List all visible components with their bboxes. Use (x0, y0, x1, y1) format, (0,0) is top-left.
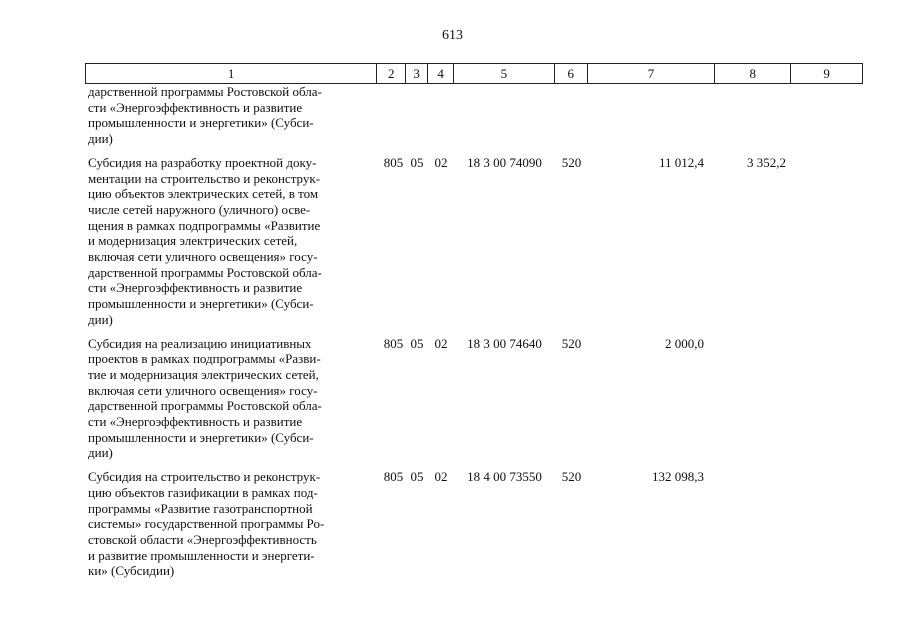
header-cell-1: 1 (86, 64, 377, 83)
row-amount-7 (588, 84, 716, 147)
row-expense-type: 520 (561, 335, 582, 351)
table-row (85, 336, 863, 462)
row-section: 05 (410, 469, 424, 485)
header-cell-2: 2 (377, 64, 406, 83)
table-row (85, 469, 863, 579)
table-row (85, 84, 863, 147)
row-admin-code: 805 (383, 469, 404, 485)
row-subsection: 02 (434, 335, 448, 351)
row-target-article: 18 4 00 73550 (467, 469, 542, 485)
row-admin-code (377, 84, 406, 147)
row-amount-9 (792, 336, 863, 462)
row-admin-code: 805 (383, 154, 404, 170)
row-description: Субсидия на реализацию инициативных проектов в рамках подпрограммы «Разви- тие и модернизация электрических сетей, включая сети уличного освещения» госу- дарственной программы Ростовской обла- сти «Энергоэффективность и развитие промышленности и энергетики» (Субси- дии) (88, 335, 322, 461)
row-amount-8 (716, 84, 792, 147)
header-cell-9: 9 (823, 65, 830, 81)
row-amount-9 (792, 155, 863, 328)
row-amount-8 (716, 469, 792, 579)
row-section: 05 (410, 154, 424, 170)
row-description: Субсидия на строительство и реконструк- цию объектов газификации в рамках под- программы «Развитие газотранспортной системы» государственной программы Ро- стовской области «Энергоэффективность и развитие промышленности и энергети- ки» (Субсидии) (88, 469, 325, 579)
row-subsection (428, 84, 454, 147)
row-subsection: 02 (434, 469, 448, 485)
row-amount-9 (792, 84, 863, 147)
row-target-article: 18 3 00 74090 (467, 154, 542, 170)
row-description: дарственной программы Ростовской обла- сти «Энергоэффективность и развитие промышленности и энергетики» (Субси- дии) (88, 84, 322, 147)
table-header (85, 63, 863, 84)
row-target-article: 18 3 00 74640 (467, 335, 542, 351)
row-amount-7: 2 000,0 (665, 335, 704, 351)
row-expense-type: 520 (561, 154, 582, 170)
header-cell-6: 6 (555, 64, 588, 83)
table-row (85, 155, 863, 328)
row-section (406, 84, 428, 147)
row-amount-8 (716, 336, 792, 462)
header-cell-8: 8 (715, 64, 791, 83)
header-cell-5: 5 (454, 64, 555, 83)
row-target-article (454, 84, 555, 147)
table-body (85, 84, 863, 579)
row-amount-8: 3 352,2 (747, 154, 786, 170)
row-description: Субсидия на разработку проектной доку- ментации на строительство и реконструк- цию объектов электрических сетей, в том числе сетей наружного (уличного) осве- щения в рамках подпрограммы «Развитие и модернизация электрических сетей, включая сети уличного освещения» госу- дарственной программы Ростовской обла- сти «Энергоэффективность и развитие промышленности и энергетики» (Субси- дии) (88, 154, 322, 327)
page-number: 613 (442, 28, 463, 43)
header-cell-7: 7 (588, 64, 716, 83)
header-cell-4: 4 (428, 64, 454, 83)
header-cell-3: 3 (406, 64, 428, 83)
row-amount-7: 132 098,3 (652, 469, 704, 485)
row-expense-type (555, 84, 588, 147)
row-subsection: 02 (434, 154, 448, 170)
row-section: 05 (410, 335, 424, 351)
row-expense-type: 520 (561, 469, 582, 485)
row-amount-7: 11 012,4 (658, 154, 704, 170)
row-admin-code: 805 (383, 335, 404, 351)
row-amount-9 (792, 469, 863, 579)
